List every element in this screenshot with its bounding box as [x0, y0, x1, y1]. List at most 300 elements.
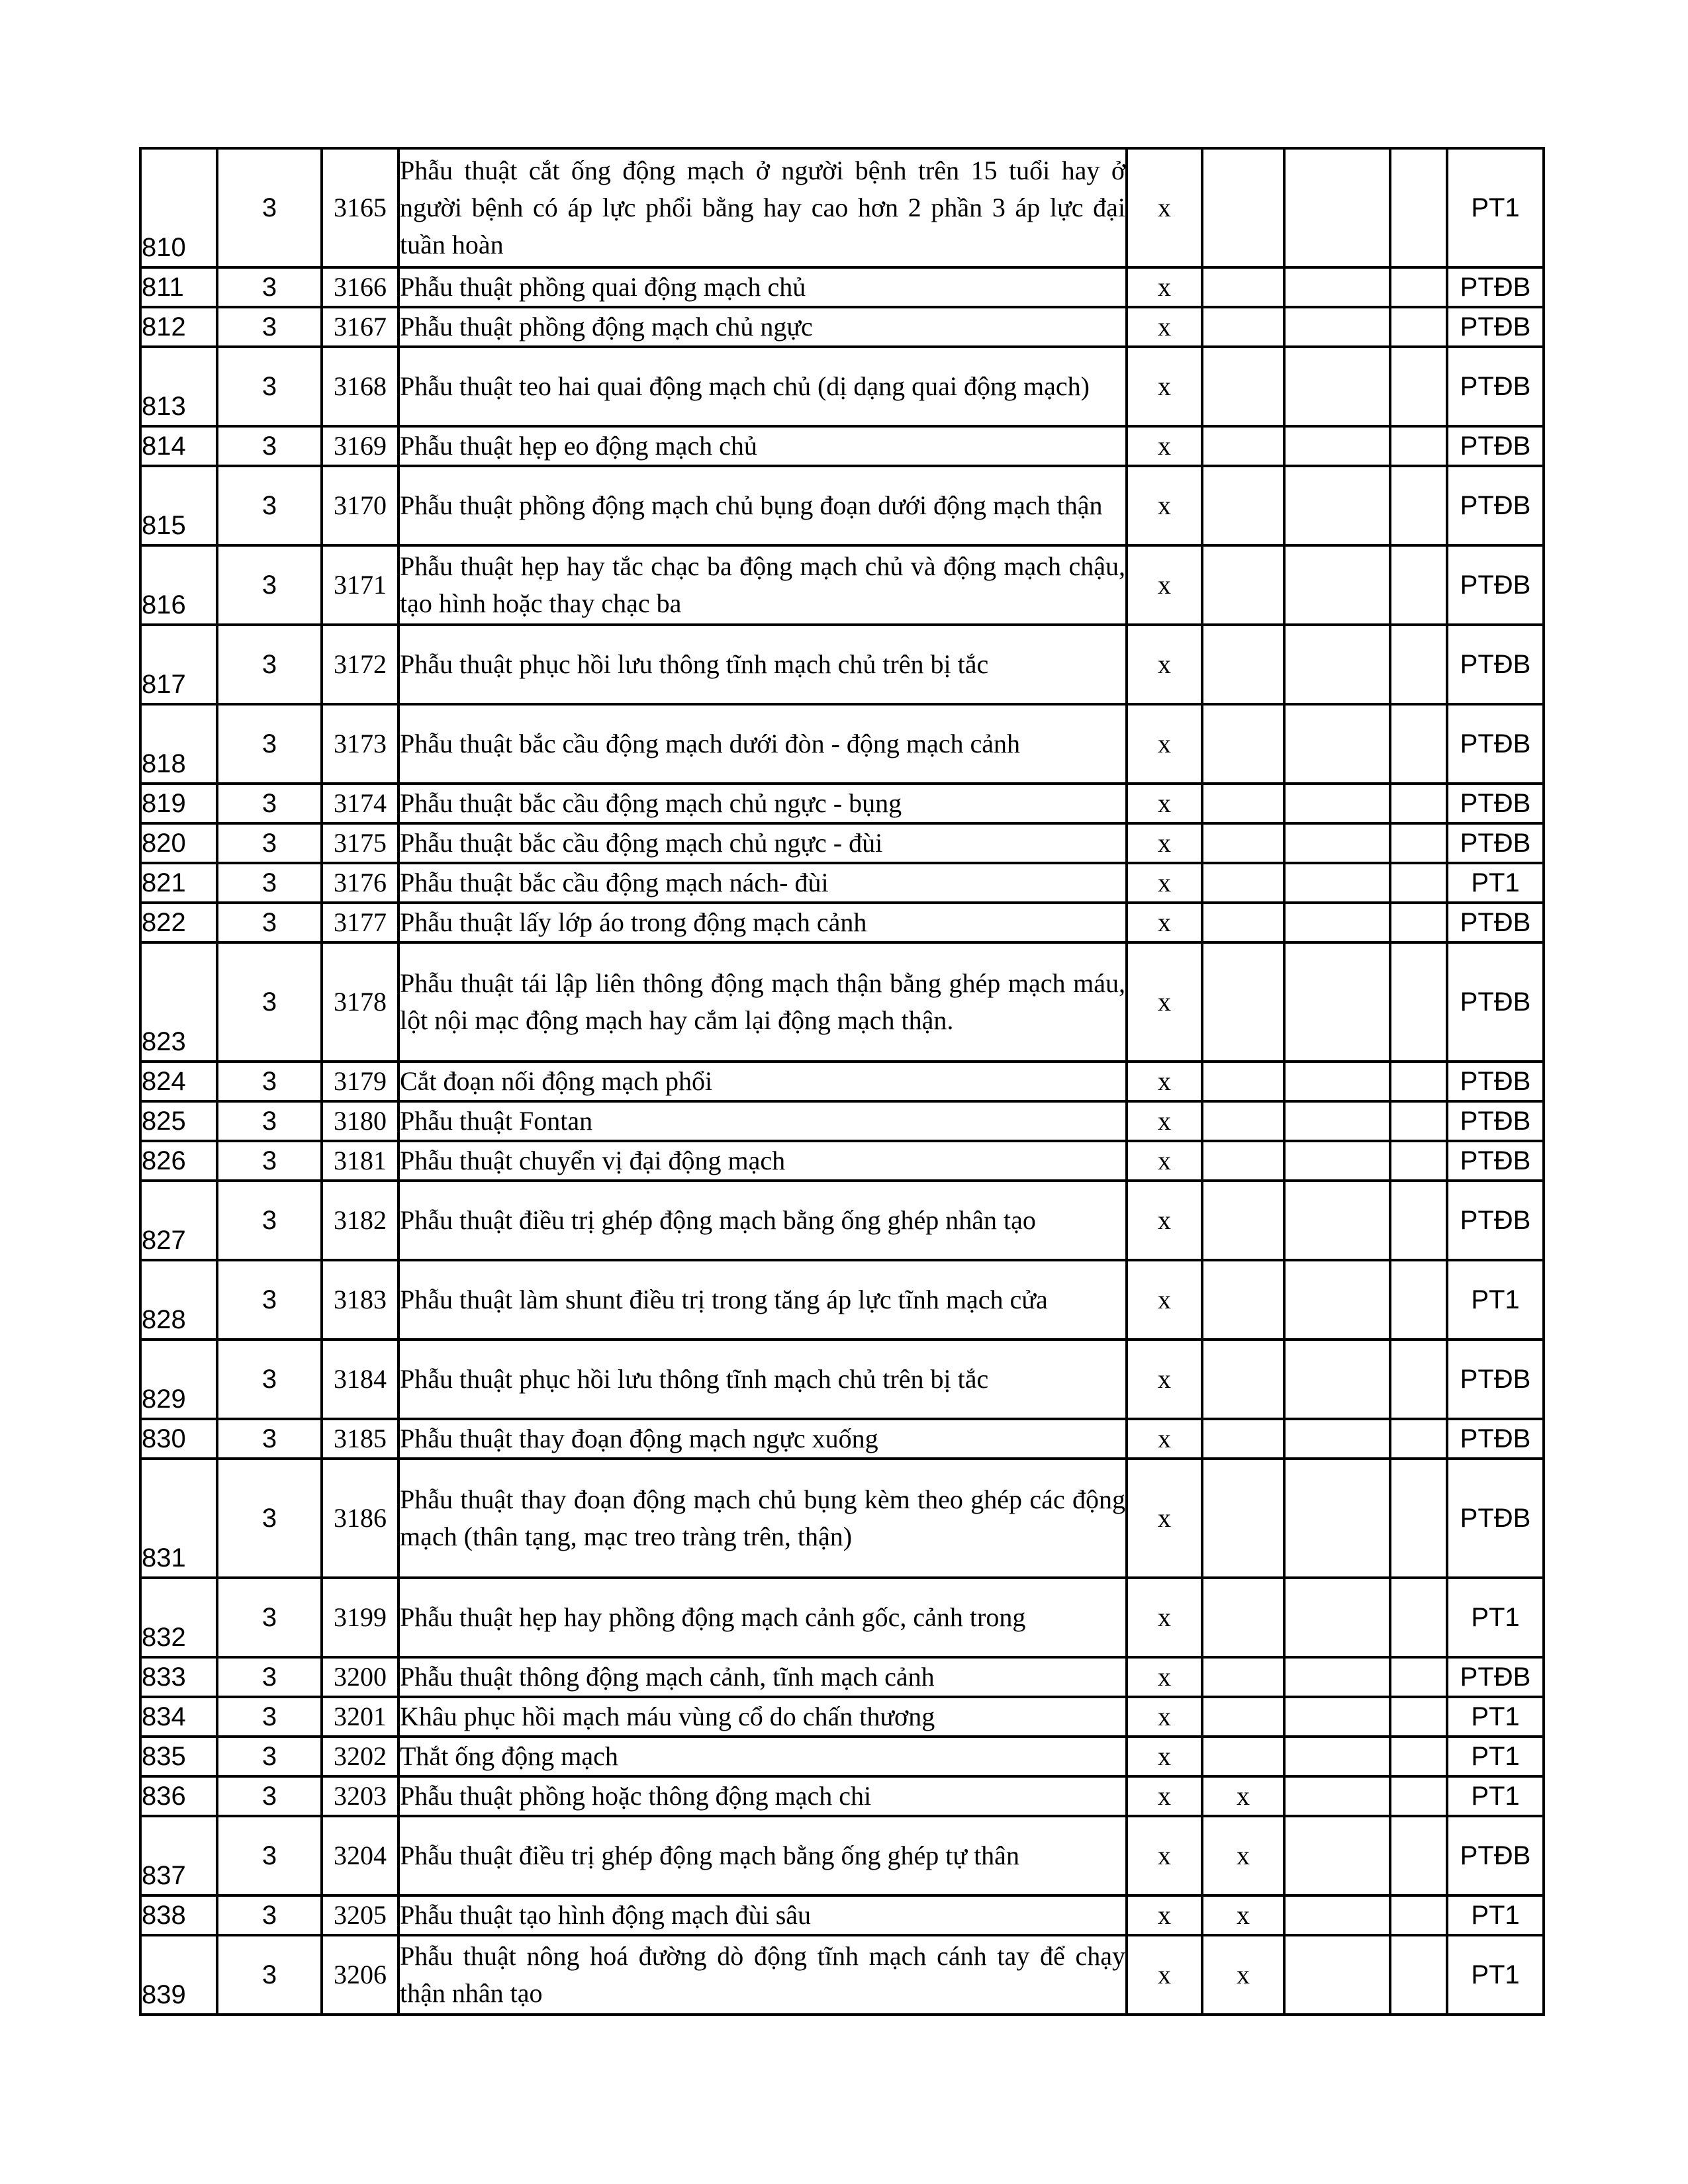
mark-cell-1: x: [1127, 148, 1202, 267]
mark-cell-2: [1202, 863, 1284, 903]
group-cell: 3: [217, 1101, 322, 1141]
mark-cell-2: [1202, 1419, 1284, 1459]
table-row: [140, 823, 1544, 863]
mark-cell-3: [1284, 1340, 1390, 1419]
mark-cell-3: [1284, 1935, 1390, 2015]
mark-cell-4: [1390, 625, 1447, 704]
code-cell: 3186: [322, 1459, 399, 1578]
classification-cell: PT1: [1447, 1260, 1544, 1340]
mark-cell-3: [1284, 1737, 1390, 1776]
procedure-name-cell: Phẫu thuật tạo hình động mạch đùi sâu: [399, 1895, 1127, 1935]
row-number-cell: 832: [140, 1578, 217, 1657]
mark-cell-3: [1284, 1578, 1390, 1657]
table-row: [140, 426, 1544, 466]
mark-cell-2: [1202, 347, 1284, 426]
group-cell: 3: [217, 1697, 322, 1737]
mark-cell-3: [1284, 1776, 1390, 1816]
mark-cell-4: [1390, 1737, 1447, 1776]
row-number-cell: 833: [140, 1657, 217, 1697]
code-cell: 3201: [322, 1697, 399, 1737]
group-cell: 3: [217, 903, 322, 942]
row-number-cell: 821: [140, 863, 217, 903]
mark-cell-2: [1202, 1062, 1284, 1101]
mark-cell-3: [1284, 1657, 1390, 1697]
table-row: [140, 1101, 1544, 1141]
code-cell: 3204: [322, 1816, 399, 1895]
procedure-name-cell: Phẫu thuật Fontan: [399, 1101, 1127, 1141]
mark-cell-1: x: [1127, 1101, 1202, 1141]
mark-cell-2: x: [1202, 1776, 1284, 1816]
procedure-name-cell: Phẫu thuật hẹp eo động mạch chủ: [399, 426, 1127, 466]
code-cell: 3175: [322, 823, 399, 863]
table-row: [140, 863, 1544, 903]
mark-cell-2: [1202, 1459, 1284, 1578]
mark-cell-4: [1390, 307, 1447, 347]
procedure-name-cell: Phẫu thuật cắt ống động mạch ở người bệnh trên 15 tuổi hay ở người bệnh có áp lực phổi bằng hay cao hơn 2 phần 3 áp lực đại tuần hoàn: [399, 148, 1127, 267]
mark-cell-4: [1390, 148, 1447, 267]
procedure-name-cell: Phẫu thuật teo hai quai động mạch chủ (dị dạng quai động mạch): [399, 347, 1127, 426]
group-cell: 3: [217, 466, 322, 545]
mark-cell-3: [1284, 863, 1390, 903]
table-row: [140, 347, 1544, 426]
mark-cell-4: [1390, 466, 1447, 545]
mark-cell-3: [1284, 148, 1390, 267]
code-cell: 3202: [322, 1737, 399, 1776]
procedure-name-cell: Phẫu thuật chuyển vị đại động mạch: [399, 1141, 1127, 1181]
mark-cell-4: [1390, 704, 1447, 784]
group-cell: 3: [217, 1935, 322, 2015]
group-cell: 3: [217, 863, 322, 903]
procedure-name-cell: Phẫu thuật lấy lớp áo trong động mạch cảnh: [399, 903, 1127, 942]
row-number-cell: 818: [140, 704, 217, 784]
classification-cell: PTĐB: [1447, 903, 1544, 942]
code-cell: 3205: [322, 1895, 399, 1935]
group-cell: 3: [217, 1340, 322, 1419]
code-cell: 3177: [322, 903, 399, 942]
code-cell: 3185: [322, 1419, 399, 1459]
group-cell: 3: [217, 545, 322, 625]
classification-cell: PTĐB: [1447, 545, 1544, 625]
mark-cell-1: x: [1127, 1895, 1202, 1935]
row-number-cell: 826: [140, 1141, 217, 1181]
mark-cell-2: [1202, 1340, 1284, 1419]
code-cell: 3181: [322, 1141, 399, 1181]
table-row: [140, 1260, 1544, 1340]
code-cell: 3168: [322, 347, 399, 426]
mark-cell-1: x: [1127, 307, 1202, 347]
table-row: [140, 1419, 1544, 1459]
code-cell: 3167: [322, 307, 399, 347]
mark-cell-2: [1202, 942, 1284, 1062]
mark-cell-2: [1202, 1697, 1284, 1737]
group-cell: 3: [217, 1776, 322, 1816]
mark-cell-3: [1284, 704, 1390, 784]
mark-cell-1: x: [1127, 1181, 1202, 1260]
table-body: [140, 148, 1544, 2015]
procedure-name-cell: Phẫu thuật phục hồi lưu thông tĩnh mạch chủ trên bị tắc: [399, 1340, 1127, 1419]
classification-cell: PT1: [1447, 1895, 1544, 1935]
mark-cell-2: [1202, 426, 1284, 466]
classification-cell: PTĐB: [1447, 704, 1544, 784]
mark-cell-1: x: [1127, 1578, 1202, 1657]
mark-cell-1: x: [1127, 1062, 1202, 1101]
row-number-cell: 838: [140, 1895, 217, 1935]
row-number-cell: 822: [140, 903, 217, 942]
classification-cell: PTĐB: [1447, 1181, 1544, 1260]
row-number-cell: 825: [140, 1101, 217, 1141]
mark-cell-4: [1390, 1459, 1447, 1578]
mark-cell-2: [1202, 148, 1284, 267]
mark-cell-4: [1390, 267, 1447, 307]
mark-cell-2: [1202, 307, 1284, 347]
table-row: [140, 267, 1544, 307]
classification-cell: PT1: [1447, 1776, 1544, 1816]
mark-cell-1: x: [1127, 1697, 1202, 1737]
classification-cell: PTĐB: [1447, 1459, 1544, 1578]
procedure-name-cell: Phẫu thuật phồng động mạch chủ bụng đoạn dưới động mạch thận: [399, 466, 1127, 545]
table-row: [140, 704, 1544, 784]
mark-cell-1: x: [1127, 784, 1202, 823]
mark-cell-3: [1284, 1895, 1390, 1935]
code-cell: 3176: [322, 863, 399, 903]
row-number-cell: 813: [140, 347, 217, 426]
procedure-name-cell: Phẫu thuật điều trị ghép động mạch bằng ống ghép nhân tạo: [399, 1181, 1127, 1260]
mark-cell-2: x: [1202, 1816, 1284, 1895]
classification-cell: PT1: [1447, 863, 1544, 903]
mark-cell-1: x: [1127, 1737, 1202, 1776]
mark-cell-3: [1284, 466, 1390, 545]
row-number-cell: 824: [140, 1062, 217, 1101]
mark-cell-4: [1390, 1260, 1447, 1340]
mark-cell-1: x: [1127, 1419, 1202, 1459]
mark-cell-1: x: [1127, 1141, 1202, 1181]
code-cell: 3173: [322, 704, 399, 784]
classification-cell: PTĐB: [1447, 823, 1544, 863]
row-number-cell: 819: [140, 784, 217, 823]
procedure-name-cell: Cắt đoạn nối động mạch phổi: [399, 1062, 1127, 1101]
procedure-name-cell: Phẫu thuật điều trị ghép động mạch bằng ống ghép tự thân: [399, 1816, 1127, 1895]
table-row: [140, 1578, 1544, 1657]
code-cell: 3166: [322, 267, 399, 307]
mark-cell-4: [1390, 1935, 1447, 2015]
mark-cell-2: [1202, 704, 1284, 784]
table-row: [140, 942, 1544, 1062]
mark-cell-1: x: [1127, 1657, 1202, 1697]
mark-cell-3: [1284, 1816, 1390, 1895]
mark-cell-3: [1284, 625, 1390, 704]
group-cell: 3: [217, 1181, 322, 1260]
mark-cell-3: [1284, 545, 1390, 625]
group-cell: 3: [217, 267, 322, 307]
row-number-cell: 831: [140, 1459, 217, 1578]
table-row: [140, 903, 1544, 942]
mark-cell-3: [1284, 1141, 1390, 1181]
code-cell: 3170: [322, 466, 399, 545]
procedure-name-cell: Phẫu thuật phục hồi lưu thông tĩnh mạch chủ trên bị tắc: [399, 625, 1127, 704]
classification-cell: PTĐB: [1447, 1657, 1544, 1697]
row-number-cell: 820: [140, 823, 217, 863]
mark-cell-1: x: [1127, 942, 1202, 1062]
code-cell: 3184: [322, 1340, 399, 1419]
mark-cell-4: [1390, 1776, 1447, 1816]
mark-cell-2: [1202, 267, 1284, 307]
mark-cell-2: [1202, 625, 1284, 704]
group-cell: 3: [217, 1578, 322, 1657]
mark-cell-2: [1202, 1141, 1284, 1181]
procedure-name-cell: Phẫu thuật bắc cầu động mạch chủ ngực - đùi: [399, 823, 1127, 863]
group-cell: 3: [217, 148, 322, 267]
classification-cell: PT1: [1447, 1737, 1544, 1776]
mark-cell-2: [1202, 1578, 1284, 1657]
group-cell: 3: [217, 823, 322, 863]
mark-cell-2: x: [1202, 1935, 1284, 2015]
table-row: [140, 148, 1544, 267]
table-row: [140, 1816, 1544, 1895]
table-row: [140, 1776, 1544, 1816]
classification-cell: PTĐB: [1447, 307, 1544, 347]
code-cell: 3165: [322, 148, 399, 267]
code-cell: 3199: [322, 1578, 399, 1657]
row-number-cell: 830: [140, 1419, 217, 1459]
mark-cell-1: x: [1127, 267, 1202, 307]
classification-cell: PTĐB: [1447, 1340, 1544, 1419]
procedure-name-cell: Phẫu thuật thay đoạn động mạch chủ bụng kèm theo ghép các động mạch (thân tạng, mạc treo tràng trên, thận): [399, 1459, 1127, 1578]
code-cell: 3206: [322, 1935, 399, 2015]
table-row: [140, 625, 1544, 704]
mark-cell-1: x: [1127, 426, 1202, 466]
mark-cell-4: [1390, 1419, 1447, 1459]
group-cell: 3: [217, 1657, 322, 1697]
group-cell: 3: [217, 942, 322, 1062]
mark-cell-4: [1390, 1340, 1447, 1419]
mark-cell-3: [1284, 903, 1390, 942]
group-cell: 3: [217, 347, 322, 426]
table-row: [140, 1737, 1544, 1776]
mark-cell-1: x: [1127, 1776, 1202, 1816]
row-number-cell: 839: [140, 1935, 217, 2015]
table-row: [140, 1340, 1544, 1419]
row-number-cell: 837: [140, 1816, 217, 1895]
mark-cell-4: [1390, 545, 1447, 625]
mark-cell-1: x: [1127, 1816, 1202, 1895]
mark-cell-4: [1390, 784, 1447, 823]
group-cell: 3: [217, 1459, 322, 1578]
mark-cell-3: [1284, 942, 1390, 1062]
mark-cell-1: x: [1127, 1260, 1202, 1340]
classification-cell: PTĐB: [1447, 426, 1544, 466]
mark-cell-4: [1390, 1101, 1447, 1141]
mark-cell-1: x: [1127, 903, 1202, 942]
mark-cell-1: x: [1127, 545, 1202, 625]
procedure-name-cell: Phẫu thuật tái lập liên thông động mạch thận bằng ghép mạch máu, lột nội mạc động mạch hay cắm lại động mạch thận.: [399, 942, 1127, 1062]
mark-cell-4: [1390, 426, 1447, 466]
procedure-name-cell: Phẫu thuật bắc cầu động mạch nách- đùi: [399, 863, 1127, 903]
row-number-cell: 835: [140, 1737, 217, 1776]
group-cell: 3: [217, 1816, 322, 1895]
mark-cell-4: [1390, 1816, 1447, 1895]
procedure-name-cell: Phẫu thuật thông động mạch cảnh, tĩnh mạch cảnh: [399, 1657, 1127, 1697]
mark-cell-3: [1284, 1101, 1390, 1141]
mark-cell-4: [1390, 1697, 1447, 1737]
mark-cell-1: x: [1127, 863, 1202, 903]
group-cell: 3: [217, 1737, 322, 1776]
mark-cell-1: x: [1127, 823, 1202, 863]
row-number-cell: 817: [140, 625, 217, 704]
mark-cell-3: [1284, 1260, 1390, 1340]
procedure-name-cell: Phẫu thuật bắc cầu động mạch chủ ngực - bụng: [399, 784, 1127, 823]
mark-cell-2: [1202, 1737, 1284, 1776]
table-row: [140, 1697, 1544, 1737]
row-number-cell: 812: [140, 307, 217, 347]
mark-cell-2: [1202, 466, 1284, 545]
mark-cell-3: [1284, 1459, 1390, 1578]
mark-cell-4: [1390, 1141, 1447, 1181]
classification-cell: PTĐB: [1447, 1816, 1544, 1895]
mark-cell-2: [1202, 1260, 1284, 1340]
table-row: [140, 466, 1544, 545]
group-cell: 3: [217, 1141, 322, 1181]
mark-cell-2: [1202, 1101, 1284, 1141]
procedure-name-cell: Phẫu thuật thay đoạn động mạch ngực xuống: [399, 1419, 1127, 1459]
mark-cell-3: [1284, 784, 1390, 823]
procedure-name-cell: Phẫu thuật phồng quai động mạch chủ: [399, 267, 1127, 307]
mark-cell-1: x: [1127, 1459, 1202, 1578]
classification-cell: PT1: [1447, 1578, 1544, 1657]
mark-cell-4: [1390, 903, 1447, 942]
classification-cell: PT1: [1447, 1935, 1544, 2015]
mark-cell-1: x: [1127, 466, 1202, 545]
procedure-name-cell: Phẫu thuật phồng động mạch chủ ngực: [399, 307, 1127, 347]
mark-cell-4: [1390, 1578, 1447, 1657]
mark-cell-4: [1390, 1657, 1447, 1697]
classification-cell: PTĐB: [1447, 942, 1544, 1062]
mark-cell-2: [1202, 1657, 1284, 1697]
row-number-cell: 810: [140, 148, 217, 267]
row-number-cell: 834: [140, 1697, 217, 1737]
row-number-cell: 816: [140, 545, 217, 625]
row-number-cell: 827: [140, 1181, 217, 1260]
procedure-name-cell: Khâu phục hồi mạch máu vùng cổ do chấn thương: [399, 1697, 1127, 1737]
row-number-cell: 811: [140, 267, 217, 307]
mark-cell-4: [1390, 1895, 1447, 1935]
group-cell: 3: [217, 784, 322, 823]
code-cell: 3180: [322, 1101, 399, 1141]
row-number-cell: 828: [140, 1260, 217, 1340]
group-cell: 3: [217, 1895, 322, 1935]
code-cell: 3200: [322, 1657, 399, 1697]
code-cell: 3169: [322, 426, 399, 466]
group-cell: 3: [217, 1260, 322, 1340]
mark-cell-2: [1202, 545, 1284, 625]
mark-cell-2: [1202, 823, 1284, 863]
mark-cell-2: [1202, 903, 1284, 942]
code-cell: 3171: [322, 545, 399, 625]
group-cell: 3: [217, 704, 322, 784]
group-cell: 3: [217, 1062, 322, 1101]
procedure-name-cell: Phẫu thuật hẹp hay tắc chạc ba động mạch chủ và động mạch chậu, tạo hình hoặc thay chạc ba: [399, 545, 1127, 625]
mark-cell-4: [1390, 942, 1447, 1062]
code-cell: 3182: [322, 1181, 399, 1260]
procedure-name-cell: Phẫu thuật làm shunt điều trị trong tăng áp lực tĩnh mạch cửa: [399, 1260, 1127, 1340]
table-row: [140, 1935, 1544, 2015]
row-number-cell: 823: [140, 942, 217, 1062]
classification-cell: PT1: [1447, 1697, 1544, 1737]
code-cell: 3203: [322, 1776, 399, 1816]
mark-cell-3: [1284, 1697, 1390, 1737]
row-number-cell: 815: [140, 466, 217, 545]
procedure-name-cell: Phẫu thuật phồng hoặc thông động mạch chi: [399, 1776, 1127, 1816]
group-cell: 3: [217, 1419, 322, 1459]
row-number-cell: 814: [140, 426, 217, 466]
mark-cell-3: [1284, 307, 1390, 347]
table-row: [140, 784, 1544, 823]
code-cell: 3183: [322, 1260, 399, 1340]
mark-cell-1: x: [1127, 704, 1202, 784]
mark-cell-2: [1202, 784, 1284, 823]
mark-cell-2: x: [1202, 1895, 1284, 1935]
mark-cell-4: [1390, 347, 1447, 426]
mark-cell-1: x: [1127, 1935, 1202, 2015]
mark-cell-3: [1284, 426, 1390, 466]
mark-cell-4: [1390, 1062, 1447, 1101]
classification-cell: PTĐB: [1447, 1141, 1544, 1181]
code-cell: 3174: [322, 784, 399, 823]
classification-cell: PTĐB: [1447, 784, 1544, 823]
table-row: [140, 307, 1544, 347]
row-number-cell: 829: [140, 1340, 217, 1419]
mark-cell-3: [1284, 823, 1390, 863]
classification-cell: PTĐB: [1447, 466, 1544, 545]
classification-cell: PTĐB: [1447, 1101, 1544, 1141]
mark-cell-1: x: [1127, 347, 1202, 426]
mark-cell-1: x: [1127, 625, 1202, 704]
classification-cell: PTĐB: [1447, 1062, 1544, 1101]
code-cell: 3178: [322, 942, 399, 1062]
group-cell: 3: [217, 625, 322, 704]
code-cell: 3179: [322, 1062, 399, 1101]
classification-cell: PTĐB: [1447, 1419, 1544, 1459]
table-row: [140, 1657, 1544, 1697]
mark-cell-4: [1390, 863, 1447, 903]
mark-cell-3: [1284, 347, 1390, 426]
mark-cell-4: [1390, 823, 1447, 863]
mark-cell-3: [1284, 267, 1390, 307]
mark-cell-3: [1284, 1062, 1390, 1101]
mark-cell-4: [1390, 1181, 1447, 1260]
table-row: [140, 1895, 1544, 1935]
table-row: [140, 1062, 1544, 1101]
group-cell: 3: [217, 426, 322, 466]
classification-cell: PTĐB: [1447, 625, 1544, 704]
procedure-name-cell: Phẫu thuật hẹp hay phồng động mạch cảnh gốc, cảnh trong: [399, 1578, 1127, 1657]
table-row: [140, 545, 1544, 625]
classification-cell: PTĐB: [1447, 267, 1544, 307]
mark-cell-3: [1284, 1419, 1390, 1459]
classification-cell: PT1: [1447, 148, 1544, 267]
table-row: [140, 1459, 1544, 1578]
row-number-cell: 836: [140, 1776, 217, 1816]
mark-cell-3: [1284, 1181, 1390, 1260]
classification-cell: PTĐB: [1447, 347, 1544, 426]
code-cell: 3172: [322, 625, 399, 704]
group-cell: 3: [217, 307, 322, 347]
procedure-name-cell: Phẫu thuật bắc cầu động mạch dưới đòn - động mạch cảnh: [399, 704, 1127, 784]
mark-cell-1: x: [1127, 1340, 1202, 1419]
procedure-name-cell: Phẫu thuật nông hoá đường dò động tĩnh mạch cánh tay để chạy thận nhân tạo: [399, 1935, 1127, 2015]
mark-cell-2: [1202, 1181, 1284, 1260]
table-row: [140, 1181, 1544, 1260]
procedure-table: [139, 147, 1545, 2016]
